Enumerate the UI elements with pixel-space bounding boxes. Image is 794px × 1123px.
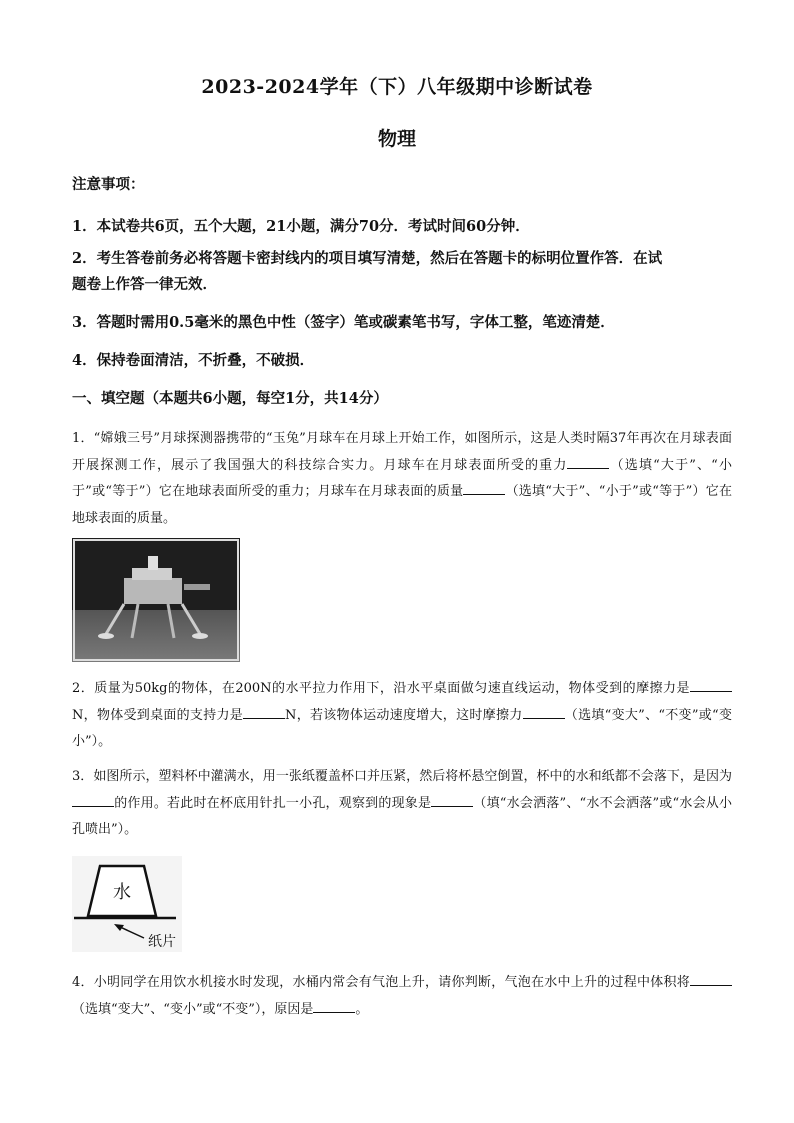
note-item-3: 3．答题时需用0.5毫米的黑色中性（签字）笔或碳素笔书写，字体工整，笔迹清楚． [72,314,615,331]
q1-text-1: 1．“嫦娥三号”月球探测器携带的“玉兔”月球车在月球上开始工作，如图所示，这是人类时隔37年再次在月球表面开展探测工作，展示了我国强大的科技综合实力。月球车在月球表面所受的重力 [72,431,732,473]
answer-blank[interactable] [431,792,473,807]
answer-blank[interactable] [567,454,609,469]
question-4 [72,970,732,1023]
q1-text-2: （选填“大于”、“小于”或“等于”）它在地球表面所受的重力；月球车在月球表面的质量 [72,457,732,499]
answer-blank[interactable] [690,971,732,986]
inverted-cup-figure [72,856,182,952]
q3-text-2: 的作用。若此时在杯底用针扎一小孔，观察到的现象是 [114,795,432,811]
answer-blank[interactable] [243,704,285,719]
question-1 [72,426,732,532]
answer-blank[interactable] [313,998,355,1013]
q2-text-2: N，物体受到桌面的支持力是 [72,707,244,723]
inverted-cup-diagram [72,856,182,952]
q4-text-1: 4．小明同学在用饮水机接水时发现，水桶内常会有气泡上升，请你判断，气泡在水中上升的过程中体积将 [72,975,690,990]
subject-title: 物理 [377,128,416,150]
answer-blank[interactable] [463,480,505,495]
section-1-heading: 一、填空题（本题共6小题，每空1分，共14分） [72,390,388,407]
water-label: 水 [113,882,131,903]
q4-text-2: （选填“变大”、“变小”或“不变”），原因是 [72,1001,314,1017]
lunar-rover-illustration [72,538,240,662]
q3-text-3: （填“水会洒落”、“水不会洒落”或“水会从小孔喷出”）。 [72,795,732,837]
q1-text-3: （选填“大于”、“小于”或“等于”）它在地球表面的质量。 [72,484,732,526]
question-2 [72,676,732,756]
lunar-rover-photo [72,538,240,662]
notes-heading: 注意事项： [72,176,145,193]
q2-text-4: （选填“变大”、“不变”或“变小”）。 [72,707,732,749]
exam-title: 2023-2024学年（下）八年级期中诊断试卷 [201,76,593,98]
paper-label: 纸片 [148,934,176,950]
q4-text-3: 。 [355,1001,369,1017]
answer-blank[interactable] [690,677,732,692]
q3-text-1: 3．如图所示，塑料杯中灌满水，用一张纸覆盖杯口并压紧，然后将杯悬空倒置，杯中的水和纸都不会落下，是因为 [72,769,732,784]
note-item-2: 2．考生答卷前务必将答题卡密封线内的项目填写清楚，然后在答题卡的标明位置作答．在试 [72,250,663,267]
note-item-4: 4．保持卷面清洁，不折叠，不破损． [72,352,315,369]
q2-text-3: N，若该物体运动速度增大，这时摩擦力 [285,707,523,723]
answer-blank[interactable] [72,792,114,807]
note-item-1: 1．本试卷共6页，五个大题，21小题，满分70分．考试时间60分钟． [72,218,530,235]
note-item-2-cont: 题卷上作答一律无效． [72,276,217,293]
question-3 [72,764,732,844]
answer-blank[interactable] [523,704,565,719]
q2-text-1: 2．质量为50kg的物体，在200N的水平拉力作用下，沿水平桌面做匀速直线运动，物体受到的摩擦力是 [72,681,690,696]
